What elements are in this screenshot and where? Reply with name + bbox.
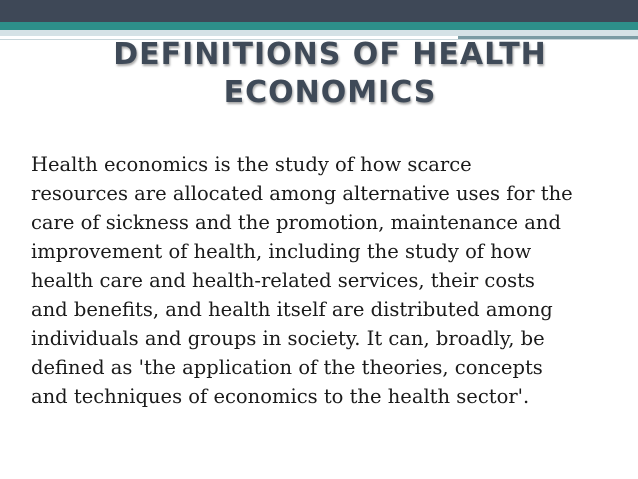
slide-header-teal-stripe (0, 22, 638, 30)
body-line: health care and health-related services, their costs (31, 269, 535, 292)
body-line: Health economics is the study of how scarce (31, 153, 472, 176)
body-line: individuals and groups in society. It can, broadly, be (31, 327, 545, 350)
body-line: improvement of health, including the study of how (31, 240, 532, 263)
body-line: and techniques of economics to the health sector'. (31, 385, 530, 408)
slide-title (80, 36, 580, 112)
body-line: resources are allocated among alternative uses for the (31, 182, 573, 205)
slide-title-line-1: DEFINITIONS OF HEALTH (113, 37, 547, 72)
slide-title-line-2: ECONOMICS (223, 75, 437, 110)
slide-body-text (31, 150, 631, 411)
body-line: defined as 'the application of the theories, concepts (31, 356, 543, 379)
body-line: and benefits, and health itself are distributed among (31, 298, 553, 321)
body-line: care of sickness and the promotion, maintenance and (31, 211, 561, 234)
slide-header-band (0, 0, 638, 22)
